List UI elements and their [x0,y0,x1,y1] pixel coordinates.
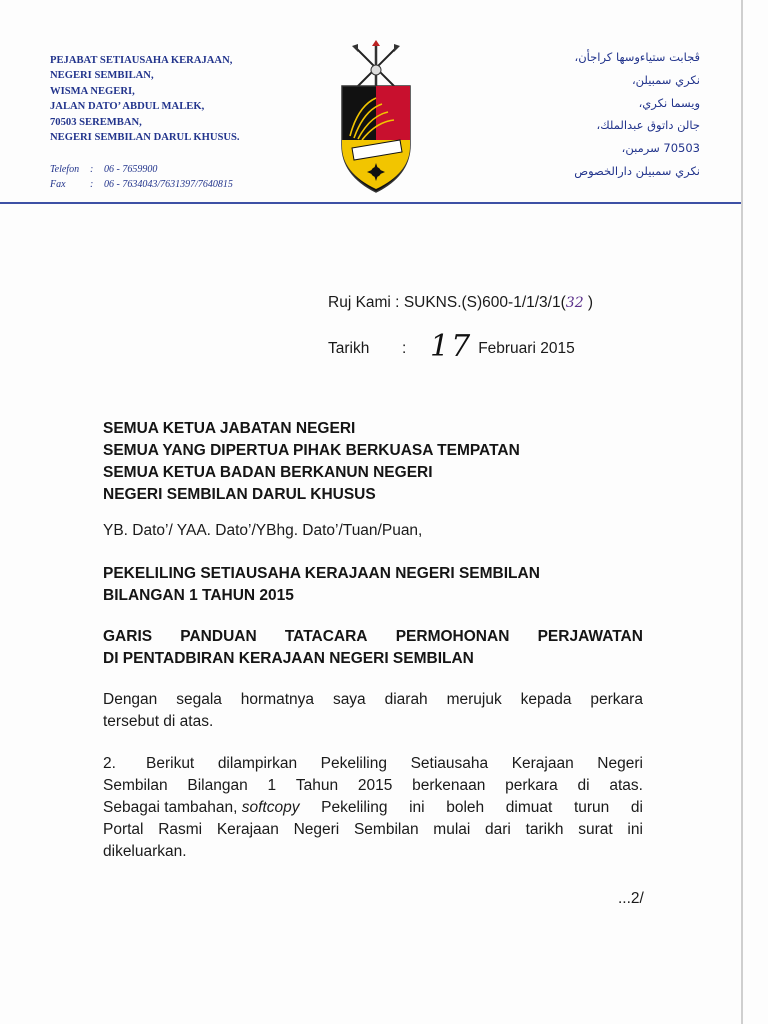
word: Kerajaan [511,755,574,772]
word: Rasmi [158,821,203,838]
subject-word: PERJAWATAN [537,628,643,645]
date-day-handwritten: 17 [430,329,473,364]
word: hormatnya [240,691,315,708]
paragraph-line [103,819,643,841]
word: turun [573,799,610,816]
fax-value: 06 - 7634043/7631397/7640815 [104,179,233,190]
circular-title-line: PEKELILING SETIAUSAHA KERAJAAN NEGERI SEMBILAN [103,565,540,582]
address-line: PEJABAT SETIAUSAHA KERAJAAN, [50,55,233,66]
phone-separator: : [90,164,94,175]
paragraph-line [103,689,643,711]
word: Sembilan [353,821,419,838]
word: Portal [103,821,144,838]
paragraph-start [103,753,194,775]
word: Pekeliling [321,799,388,816]
word: segala [176,691,222,708]
fax-separator: : [90,179,94,190]
fax-label: Fax [50,179,66,190]
letterhead-contact [50,162,233,192]
word: 2015 [357,777,393,794]
date-colon: : [402,340,407,357]
jawi-address-line: ويسما نكري، [638,95,700,110]
letterhead-address-jawi [500,46,700,183]
word: di [630,799,643,816]
subject-word: PERMOHONAN [395,628,510,645]
address-line: 70503 SEREMBAN, [50,116,142,128]
word: Pekeliling [320,755,387,772]
subject-word: TATACARA [284,628,368,645]
jawi-address-line: 70503 سرمبن، [621,141,700,156]
paragraph-number: 2. [103,755,116,772]
subject-line [103,626,643,648]
recipient-line: SEMUA KETUA BADAN BERKANUN NEGERI [103,464,433,481]
jawi-address-line: نكري سمبيلن دارالخصوص [574,163,700,178]
reference-label: Ruj Kami : [328,294,400,311]
jawi-address-line: ڤجابت ستياءوسها كراجأن، [574,50,700,64]
jawi-address-line: نكري سمبيلن، [631,72,700,87]
word: dimuat [505,799,553,816]
word: dari [485,821,511,838]
recipient-line: SEMUA YANG DIPERTUA PIHAK BERKUASA TEMPATAN [103,442,520,459]
jawi-address-line: جالن داتوق عبدالملك، [596,118,700,133]
word: ini [627,821,643,838]
state-crest-emblem [336,40,416,195]
word: di [577,777,590,794]
paragraph-line [103,775,643,797]
phone-label: Telefon [50,164,80,175]
word: Kerajaan [216,821,279,838]
word: surat [578,821,613,838]
word: tarikh [525,821,564,838]
reference-value: SUKNS.(S)600-1/1/3/1( [403,294,566,311]
word: kepada [520,691,572,708]
address-line: JALAN DATO’ ABDUL MALEK, [50,101,205,113]
word: saya [332,691,366,708]
word: boleh [446,799,485,816]
paragraph-2 [103,753,643,863]
reference-handwritten-number: 32 [565,295,584,311]
paragraph-line: dikeluarkan. [103,843,187,860]
circular-title [103,563,540,607]
word: Negeri [597,755,643,772]
word: Setiausaha [410,755,489,772]
address-line: WISMA NEGERI, [50,85,135,97]
letterhead-divider [0,202,741,204]
address-line: NEGERI SEMBILAN DARUL KHUSUS. [50,132,240,144]
address-line: NEGERI SEMBILAN, [50,70,154,82]
word: 1 [267,777,277,794]
recipient-line: NEGERI SEMBILAN DARUL KHUSUS [103,486,376,503]
page-continuation-marker: ...2/ [618,890,644,907]
circular-title-line: BILANGAN 1 TAHUN 2015 [103,587,294,604]
word: Negeri [293,821,340,838]
paragraph-1 [103,689,643,733]
letter-date [328,318,575,364]
phone-row [50,162,233,177]
paragraph-line [103,753,643,775]
subject-heading [103,626,643,670]
phrase-text: Sebagai tambahan, [103,799,238,816]
page-edge [741,0,743,1024]
phrase [103,797,299,819]
word: diarah [384,691,428,708]
word: perkara [590,691,643,708]
word: mulai [433,821,471,838]
fax-row [50,177,233,192]
letterhead-address [50,53,240,145]
paragraph-line [103,797,643,819]
date-month-year: Februari 2015 [478,340,575,357]
word: atas. [609,777,643,794]
recipients [103,418,520,506]
subject-word: GARIS [103,628,153,645]
phone-value: 06 - 7659900 [104,164,158,175]
word: berkenaan [412,777,486,794]
word: perkara [505,777,558,794]
date-label: Tarikh [328,340,370,357]
subject-word: PANDUAN [180,628,257,645]
recipient-line: SEMUA KETUA JABATAN NEGERI [103,420,356,437]
paragraph-line: tersebut di atas. [103,713,214,730]
word: Tahun [295,777,339,794]
softcopy-term: softcopy [241,799,300,816]
word: Sembilan [103,777,168,794]
word: Berikut [146,755,195,772]
reference-close: ) [583,294,594,311]
salutation: YB. Dato’/ YAA. Dato’/YBhg. Dato’/Tuan/Puan, [103,522,423,539]
word: Bilangan [187,777,248,794]
word: Dengan [103,691,158,708]
subject-line: DI PENTADBIRAN KERAJAAN NEGERI SEMBILAN [103,650,474,667]
word: ini [409,799,425,816]
word: dilampirkan [217,755,298,772]
word: merujuk [446,691,502,708]
reference-number [328,294,593,312]
